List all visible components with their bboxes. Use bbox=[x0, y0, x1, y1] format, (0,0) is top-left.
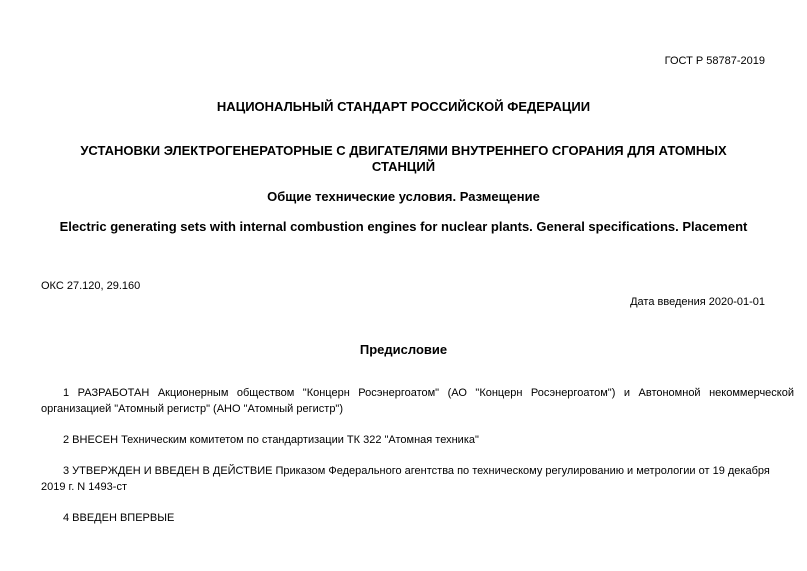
national-standard-heading: НАЦИОНАЛЬНЫЙ СТАНДАРТ РОССИЙСКОЙ ФЕДЕРАЦИИ bbox=[216, 99, 591, 114]
document-number: ГОСТ Р 58787-2019 bbox=[664, 55, 765, 67]
document-subtitle-ru: Общие технические условия. Размещение bbox=[267, 189, 540, 204]
foreword-item-4 bbox=[41, 510, 807, 526]
foreword-item-3 bbox=[41, 463, 807, 495]
foreword-item-1 bbox=[41, 385, 807, 417]
introduction-date: Дата введения 2020-01-01 bbox=[630, 296, 765, 308]
foreword-item-3-line1: 3 УТВЕРЖДЕН И ВВЕДЕН В ДЕЙСТВИЕ Приказом Федерального агентства по техническому регулированию и метрологии от 19 декабря bbox=[63, 465, 770, 477]
foreword-heading: Предисловие bbox=[359, 342, 448, 357]
document-title-ru bbox=[40, 143, 767, 175]
document-title-en: Electric generating sets with internal combustion engines for nuclear plants. General specifications. Placement bbox=[59, 219, 748, 234]
oks-code: ОКС 27.120, 29.160 bbox=[41, 280, 141, 292]
document-title-ru-line2: СТАНЦИЙ bbox=[371, 159, 436, 174]
document-title-ru-line1: УСТАНОВКИ ЭЛЕКТРОГЕНЕРАТОРНЫЕ С ДВИГАТЕЛЯМИ ВНУТРЕННЕГО СГОРАНИЯ ДЛЯ АТОМНЫХ bbox=[80, 143, 727, 158]
foreword-item-1-line1: 1 РАЗРАБОТАН Акционерным обществом "Концерн Росэнергоатом" (АО "Концерн Росэнергоатом") и Автономной некоммерческой bbox=[63, 387, 794, 399]
foreword-item-2 bbox=[41, 432, 807, 448]
foreword-item-3-line2: 2019 г. N 1493-ст bbox=[41, 481, 127, 493]
foreword-item-2-line1: 2 ВНЕСЕН Техническим комитетом по стандартизации ТК 322 "Атомная техника" bbox=[63, 434, 479, 446]
foreword-item-1-line2: организацией "Атомный регистр" (АНО "Атомный регистр") bbox=[41, 403, 344, 415]
foreword-item-4-line1: 4 ВВЕДЕН ВПЕРВЫЕ bbox=[63, 512, 175, 524]
